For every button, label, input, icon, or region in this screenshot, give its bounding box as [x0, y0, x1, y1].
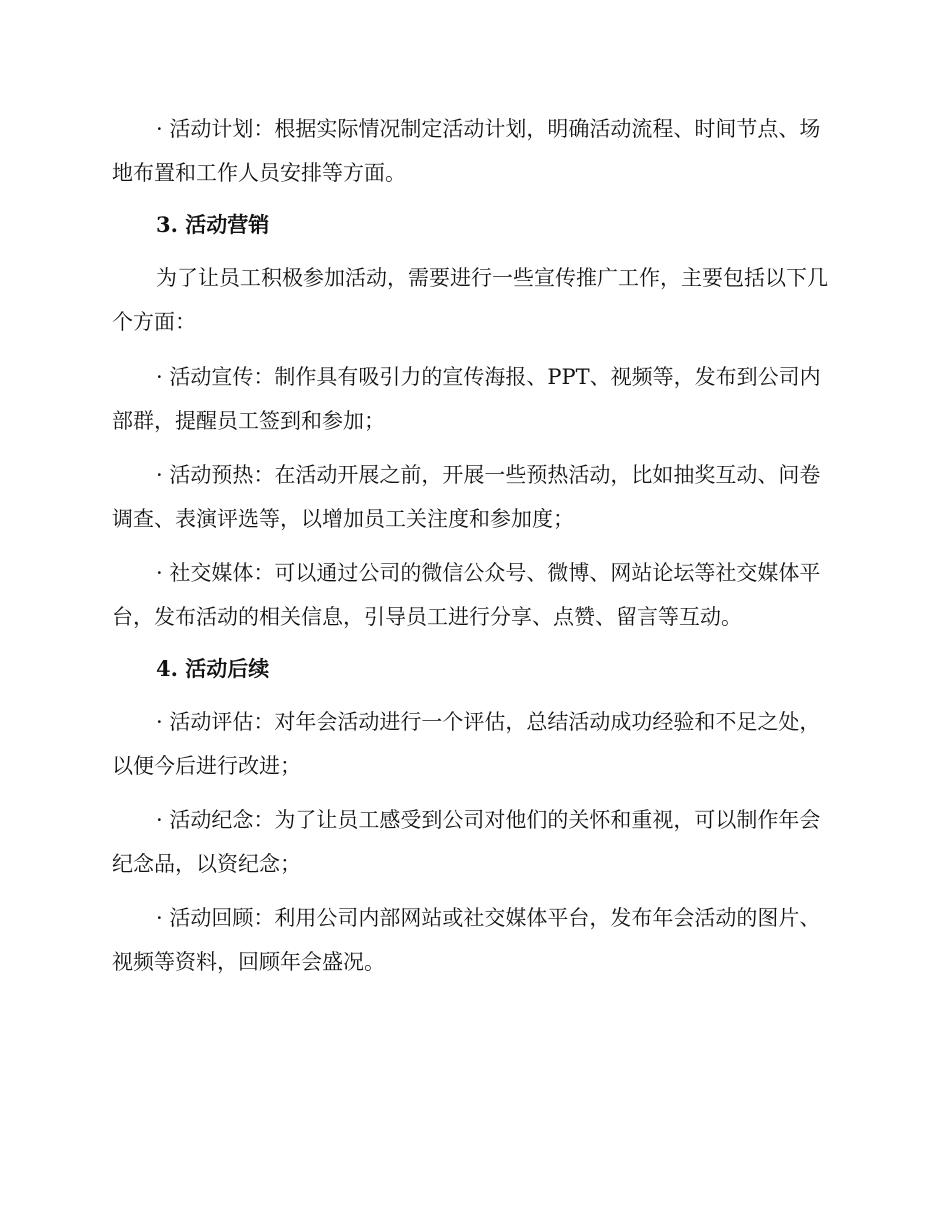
paragraph-marketing-intro: 为了让员工积极参加活动，需要进行一些宣传推广工作，主要包括以下几个方面： — [112, 266, 828, 334]
section-heading-followup: 4. 活动后续 — [156, 656, 270, 681]
paragraph-activity-memorial: · 活动纪念：为了让员工感受到公司对他们的关怀和重视，可以制作年会纪念品，以资纪念； — [112, 808, 821, 876]
paragraph-activity-plan: · 活动计划：根据实际情况制定活动计划，明确活动流程、时间节点、场地布置和工作人员安排等方面。 — [112, 117, 821, 185]
paragraph-activity-warmup: · 活动预热：在活动开展之前，开展一些预热活动，比如抽奖互动、问卷调查、表演评选等，以增加员工关注度和参加度； — [112, 463, 821, 531]
paragraph-social-media: · 社交媒体：可以通过公司的微信公众号、微博、网站论坛等社交媒体平台，发布活动的相关信息，引导员工进行分享、点赞、留言等互动。 — [112, 561, 821, 629]
paragraph-activity-evaluation: · 活动评估：对年会活动进行一个评估，总结活动成功经验和不足之处，以便今后进行改进； — [112, 710, 821, 778]
paragraph-activity-promotion: · 活动宣传：制作具有吸引力的宣传海报、PPT、视频等，发布到公司内部群，提醒员工签到和参加； — [112, 365, 821, 433]
section-heading-marketing: 3. 活动营销 — [156, 212, 270, 237]
paragraph-activity-review: · 活动回顾：利用公司内部网站或社交媒体平台，发布年会活动的图片、视频等资料，回顾年会盛况。 — [112, 906, 821, 974]
